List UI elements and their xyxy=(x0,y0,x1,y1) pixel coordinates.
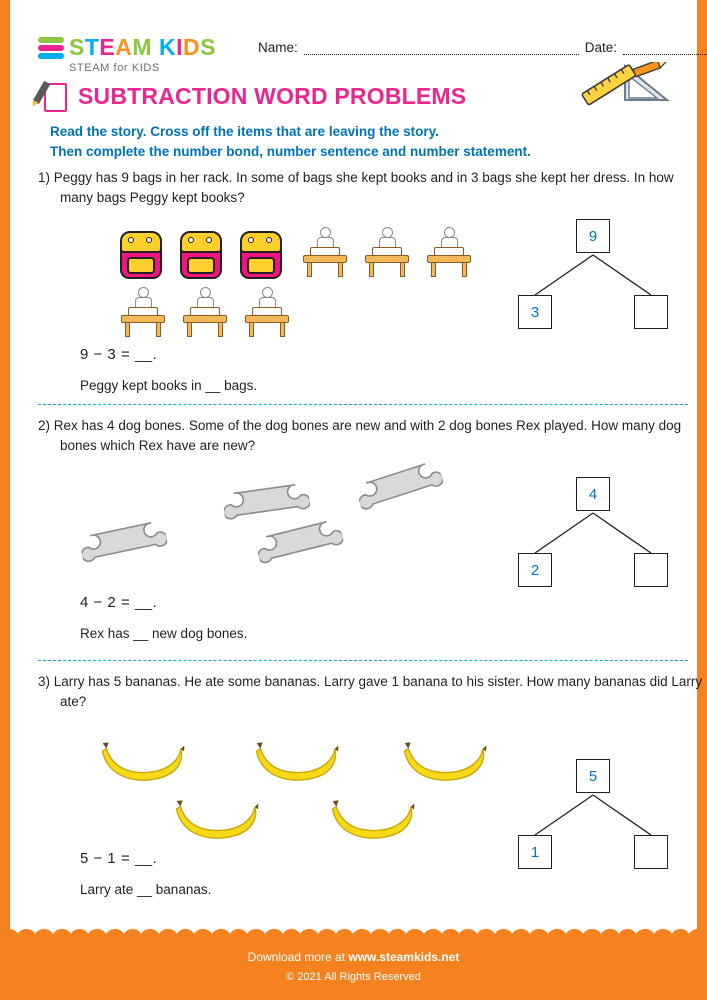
problem-2 xyxy=(38,416,688,641)
brand-logo xyxy=(38,34,238,74)
bond-part-right-box[interactable] xyxy=(634,295,668,329)
desk-book-item[interactable] xyxy=(182,287,228,339)
problem-2-question xyxy=(38,416,707,455)
bond-total-box[interactable]: 4 xyxy=(576,477,610,511)
worksheet-body xyxy=(10,0,703,1000)
backpack-item[interactable] xyxy=(118,227,164,279)
problem-2-art xyxy=(38,461,688,591)
bone-item[interactable] xyxy=(221,477,311,523)
instruction-line-1: Read the story. Cross off the items that are leaving the story. xyxy=(50,124,439,139)
desk-book-item[interactable] xyxy=(120,287,166,339)
problem-3-number-bond xyxy=(518,759,668,869)
date-label: Date: xyxy=(584,40,618,55)
section-divider-2 xyxy=(38,660,688,661)
desk-book-item[interactable] xyxy=(426,227,472,279)
page-footer xyxy=(0,938,707,1000)
problem-3-text: Larry has 5 bananas. He ate some bananas. Larry gave 1 banana to his sister. How many bananas did Larry ate? xyxy=(53,674,703,709)
problem-2-number-bond xyxy=(518,477,668,587)
footer-copyright: © 2021 All Rights Reserved xyxy=(286,971,421,983)
problem-2-number: 2) xyxy=(38,418,51,433)
backpack-item[interactable] xyxy=(178,227,224,279)
name-date-row xyxy=(258,40,688,55)
footer-download-row xyxy=(0,950,707,964)
bond-part-left-box[interactable]: 3 xyxy=(518,295,552,329)
bond-part-left-box[interactable]: 2 xyxy=(518,553,552,587)
problem-1-number-bond xyxy=(518,219,668,329)
backpack-item[interactable] xyxy=(238,227,284,279)
logo-stripes-icon xyxy=(38,35,64,61)
logo-wordmark: STEAM KIDS xyxy=(69,34,216,60)
ruler-pencil-icon xyxy=(579,62,671,106)
right-border-bar xyxy=(697,0,707,1000)
banana-item[interactable] xyxy=(324,790,421,851)
bone-item[interactable] xyxy=(253,513,345,567)
instruction-line-2: Then complete the number bond, number sentence and number statement. xyxy=(50,143,531,159)
problem-3-question xyxy=(38,672,707,711)
logo-tagline: STEAM for KIDS xyxy=(69,62,160,74)
problem-1-answer-sentence[interactable]: Peggy kept books in __ bags. xyxy=(80,378,258,393)
section-divider-1 xyxy=(38,404,688,405)
desk-book-item[interactable] xyxy=(302,227,348,279)
problem-3 xyxy=(38,672,703,897)
bond-part-right-box[interactable] xyxy=(634,835,668,869)
problem-1-art xyxy=(38,213,688,343)
problem-3-equation[interactable]: 5 − 1 = __. xyxy=(80,850,158,867)
pencil-paper-icon xyxy=(38,80,68,112)
bone-item[interactable] xyxy=(77,515,168,566)
problem-1-equation[interactable]: 9 − 3 = __. xyxy=(80,346,158,363)
bond-part-left-box[interactable]: 1 xyxy=(518,835,552,869)
problem-2-equation[interactable]: 4 − 2 = __. xyxy=(80,594,158,611)
bond-total-box[interactable]: 9 xyxy=(576,219,610,253)
page-title: SUBTRACTION WORD PROBLEMS xyxy=(78,82,467,109)
problem-1 xyxy=(38,168,688,393)
desk-book-item[interactable] xyxy=(244,287,290,339)
banana-item[interactable] xyxy=(94,732,191,793)
bone-item[interactable] xyxy=(353,455,445,514)
problem-2-answer-sentence[interactable]: Rex has __ new dog bones. xyxy=(80,626,248,641)
footer-scallop-decoration xyxy=(0,929,707,947)
date-input-line[interactable] xyxy=(623,43,707,55)
problem-1-question xyxy=(38,168,707,207)
instructions xyxy=(50,122,670,161)
problem-2-text: Rex has 4 dog bones. Some of the dog bones are new and with 2 dog bones Rex played. How many dog bones which Rex have are new? xyxy=(53,418,682,453)
desk-book-item[interactable] xyxy=(364,227,410,279)
problem-1-number: 1) xyxy=(38,170,51,185)
bond-total-box[interactable]: 5 xyxy=(576,759,610,793)
footer-download-text: Download more at xyxy=(247,950,349,964)
problem-3-number: 3) xyxy=(38,674,51,689)
banana-item[interactable] xyxy=(248,732,345,793)
name-input-line[interactable] xyxy=(304,43,579,55)
problem-1-text: Peggy has 9 bags in her rack. In some of bags she kept books and in 3 bags she kept her dress. In how many bags Peggy kept books? xyxy=(53,170,674,205)
problem-3-answer-sentence[interactable]: Larry ate __ bananas. xyxy=(80,882,212,897)
left-border-bar xyxy=(0,0,10,1000)
banana-item[interactable] xyxy=(396,732,493,793)
name-label: Name: xyxy=(258,40,298,55)
footer-site-link[interactable]: www.steamkids.net xyxy=(348,950,460,964)
bond-part-right-box[interactable] xyxy=(634,553,668,587)
banana-item[interactable] xyxy=(168,790,265,851)
problem-3-art xyxy=(38,717,688,861)
